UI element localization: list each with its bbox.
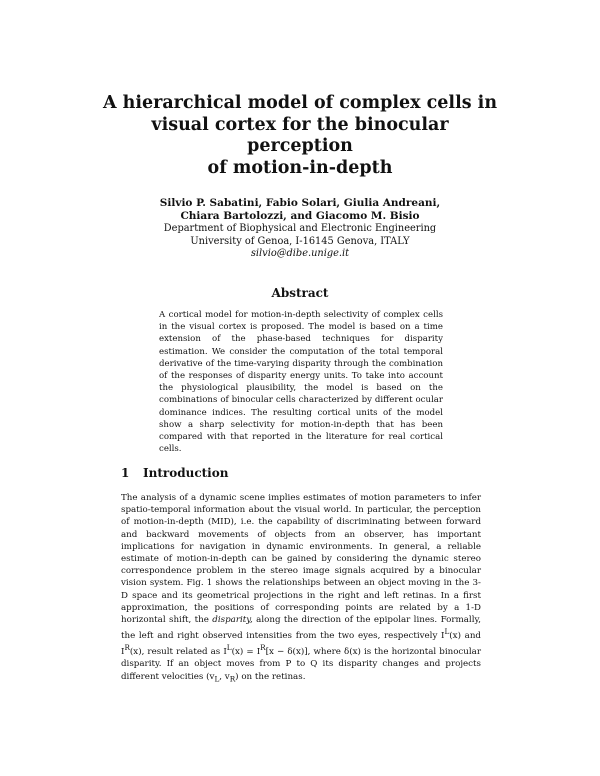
section-heading [121,466,228,480]
intro-text-part: (x) and I [121,631,481,658]
author-email: silvio@dibe.unige.it [250,248,350,259]
affiliation [150,223,450,261]
intro-text-part: , v [219,671,230,682]
title-line: of motion-in-depth [207,157,393,178]
abstract-text: A cortical model for motion-in-depth selectivity of complex cells in the visual cortex is proposed. The model is based on a time extension of the phase-based techniques for disparity estimation. We consider the computation of the total temporal derivative of the time-varying disparity through the combination of the responses of disparity energy units. To take into account the physiological plausibility, the model is based on the combinations of binocular cells characterized by different ocular dominance indices. The resulting cortical units of the model show a sharp selectivity for motion-in-depth that has been compared with that reported in the literature for real cortical cells. [159,310,443,455]
abstract-heading: Abstract [271,286,329,300]
emphasized-term: disparity, [212,615,253,626]
superscript: L [444,627,450,637]
title-line: A hierarchical model of complex cells in [102,93,498,113]
author-list [130,197,470,223]
section-number: 1 [121,466,130,480]
superscript: R [260,643,266,653]
subscript: R [229,674,236,684]
section-title: Introduction [143,466,229,480]
intro-text-part: The analysis of a dynamic scene implies estimates of motion parameters to infer spatio-temporal information about the visual world. In particular, the perception of motion-in-depth (MID), i.e. the capability of discriminating between forward and backward movements of objects from an observer, has important implications for navigation in dynamic environments. In general, a reliable estimate of motion-in-depth can be gained by considering the dynamic stereo correspondence problem in the stereo image signals acquired by a binocular vision system. Fig. 1 shows the relationships between an object moving in the 3-D space and its geometrical projections in the right and left retinas. In a first approximation, the positions of corresponding points are related by a 1-D horizontal shift, the [121,493,481,626]
subscript: L [214,674,220,684]
paper-title [100,93,500,179]
intro-text-part: along the direction of the epipolar lines. Formally, the left and right observed intensities from the two eyes, respectively I [121,615,481,642]
intro-text-part: (x), result related as I [129,647,227,658]
intro-text-part: (x) = I [231,647,261,658]
affiliation-line: University of Genoa, I-16145 Genova, ITALY [190,235,410,247]
superscript: R [124,643,130,653]
author-line: Chiara Bartolozzi, and Giacomo M. Bisio [180,210,420,222]
author-line: Silvio P. Sabatini, Fabio Solari, Giulia Andreani, [159,197,441,209]
introduction-text [121,492,481,686]
title-line: visual cortex for the binocular perception [151,114,449,156]
intro-text-part: [x − δ(x)], where δ(x) is the horizontal binocular disparity. If an object moves from P to Q its disparity changes and projects different velocities (v [121,647,481,682]
intro-text-part: ) on the retinas. [235,671,306,682]
affiliation-line: Department of Biophysical and Electronic Engineering [163,223,437,234]
superscript: L [226,643,232,653]
